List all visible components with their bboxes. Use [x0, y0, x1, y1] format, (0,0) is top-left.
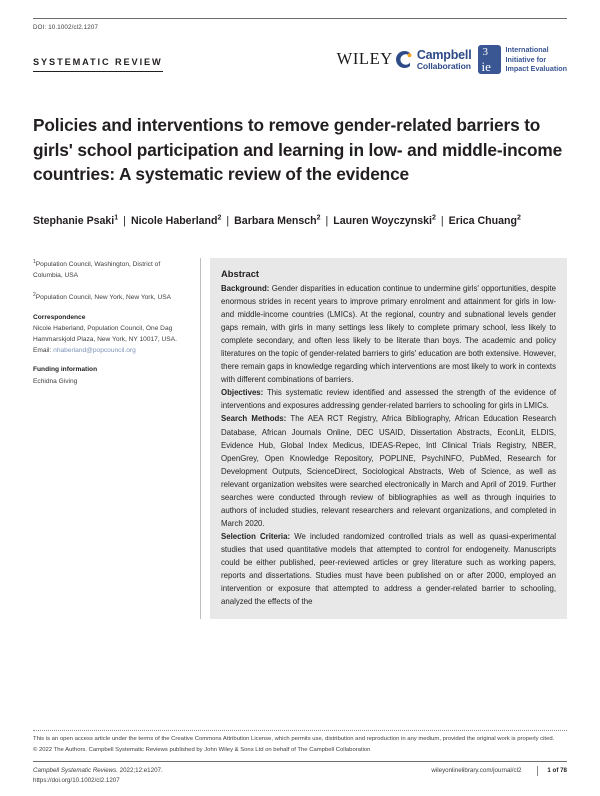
page-footer	[33, 730, 567, 796]
threeie-wordmark	[505, 45, 567, 74]
abstract-section	[221, 282, 556, 386]
abstract-section	[221, 530, 556, 608]
publisher-logos	[337, 45, 567, 74]
abstract-panel	[210, 258, 567, 618]
email-link[interactable]: nhaberland@popcouncil.org	[53, 346, 136, 354]
footer-citation-bar	[33, 766, 567, 796]
threeie-badge-ie: ie	[481, 59, 491, 75]
email-label: Email:	[33, 346, 52, 354]
page-title: Policies and interventions to remove gender-related barriers to girls' school participation and learning in low- and middle-income countries: A systematic review of the evidence	[33, 115, 563, 185]
threeie-badge-icon	[478, 45, 501, 74]
threeie-line3: Impact Evaluation	[505, 64, 567, 74]
license-text	[33, 735, 567, 755]
author-affiliation-marker: 2	[431, 214, 436, 222]
correspondence-text: Nicole Haberland, Population Council, One Dag Hammarskjold Plaza, New York, NY 10017, USA.	[33, 325, 177, 344]
author-list	[33, 213, 567, 231]
citation-doi-url[interactable]: https://doi.org/10.1002/cl2.1207	[33, 777, 120, 785]
affiliation-marker: 2	[33, 291, 36, 298]
abstract-section-label: Objectives:	[221, 388, 264, 398]
metadata-column	[33, 258, 201, 618]
author-separator: |	[123, 215, 126, 228]
abstract-body	[221, 282, 556, 607]
campbell-collaboration-logo	[393, 49, 472, 71]
author-affiliation-marker: 1	[114, 214, 119, 222]
threeie-badge-3: 3	[482, 46, 488, 59]
affiliation-item: $^1$Population Council, Washington, District of Columbia, USA	[33, 259, 161, 280]
correspondence-heading: Correspondence	[33, 313, 86, 321]
author-affiliation-marker: 2	[316, 214, 321, 222]
author-name: Stephanie Psaki$^1$	[33, 214, 119, 228]
abstract-heading: Abstract	[221, 268, 260, 280]
article-body	[33, 258, 567, 618]
copyright-text: © 2022 The Authors. Campbell Systematic Reviews published by John Wiley & Sons Ltd on behalf of The Campbell Collaboration	[33, 747, 371, 754]
author-separator: |	[325, 215, 329, 228]
threeie-line2: Initiative for	[505, 54, 547, 64]
funding-text: Echidna Giving	[33, 378, 78, 386]
abstract-section-text: Gender disparities in education continue to undermine girls' opportunities, despite enormous strides in recent years to improve primary enrolment and attainment for girls in low- and middle-income countries (LMICs). At the regional, country and subnational levels gender gaps remain, with girls in many settings less likely to complete primary school, less likely to complete secondary, and often less likely to be literate than boys. The academic and policy literatures on the topic of gender-related barriers to girls' education are both extensive. However, there remain gaps in knowledge regarding which interventions are most likely to work in contexts with different combinations of barriers.	[221, 284, 556, 385]
license-line2: provided the original work is properly cited.	[442, 735, 555, 742]
citation-block	[33, 766, 163, 786]
abstract-section-text: This systematic review identified and assessed the strength of the evidence of interventions and exposures addressing gender-related barriers to schooling for girls in LMICs.	[221, 388, 556, 411]
license-line1: This is an open access article under the terms of the Creative Commons Attribution License, which permits use, distribution and reproduction in any medium,	[33, 735, 441, 742]
author-separator: |	[440, 215, 444, 228]
author-name: Barbara Mensch$^2$	[234, 214, 321, 228]
affiliation-item: $^2$Population Council, New York, New York, USA	[33, 291, 172, 302]
abstract-section-text: We included randomized controlled trials as well as quasi-experimental studies that used quantitative models that attempted to control for endogeneity. Manuscripts could be either published, peer-reviewed articles or grey literature such as working papers, reports and dissertations. Studies must have been published on or after 2000, employed an intervention or exposure that attempted to address a gender-related barrier to schooling, analyzed the effects of the	[221, 531, 556, 606]
campbell-line2: Collaboration	[416, 60, 471, 71]
author-name: Erica Chuang$^2$	[448, 214, 521, 228]
doi-text: DOI: 10.1002/cl2.1207	[33, 24, 99, 31]
footer-rule	[33, 761, 567, 762]
threeie-logo	[478, 45, 567, 74]
abstract-section-label: Selection Criteria:	[221, 531, 291, 541]
citation-rest: 2022;12:e1207.	[117, 767, 163, 775]
footer-right	[431, 766, 567, 776]
author-name: Nicole Haberland$^2$	[130, 214, 222, 228]
abstract-section	[221, 386, 556, 412]
affiliation-list	[33, 258, 190, 303]
abstract-section-text: The AEA RCT Registry, Africa Bibliography, African Education Research Database, African Journals Online, DEC USAID, Dissertation Abstracts, EconLit, ELDIS, Evidence Hub, Global Index Medicus, IDEAS-Repec, Intl Clinical Trials Registry, NBER, OpenGrey, Open Knowledge Repository, POPLINE, PsychINFO, PubMed, Research for Development Outputs, ScienceDirect, Sociological Abstracts, Web of Science, as well as relevant organization websites were searched electronically in March and April of 2019. Further searches were conducted through review of bibliographies as well as through inquiries to authors of included studies, relevant researchers and relevant organizations, and completed in March 2020.	[221, 414, 556, 528]
campbell-c-icon	[393, 49, 414, 70]
article-type-label: SYSTEMATIC REVIEW	[33, 57, 163, 72]
wiley-logo: WILEY	[336, 49, 393, 69]
page-number: 1 of 78	[537, 766, 567, 776]
footer-dotted-rule	[33, 730, 567, 731]
abstract-section-label: Search Methods:	[221, 414, 287, 424]
author-affiliation-marker: 2	[217, 214, 222, 222]
author-name: Lauren Woyczynski$^2$	[333, 214, 436, 228]
author-separator: |	[226, 215, 230, 228]
affiliation-marker: 1	[33, 259, 36, 266]
citation-journal: Campbell Systematic Reviews.	[33, 767, 118, 775]
correspondence-block	[33, 324, 190, 356]
abstract-section-label: Background:	[221, 284, 270, 294]
threeie-line1: International	[505, 45, 549, 54]
journal-url[interactable]: wileyonlinelibrary.com/journal/cl2	[431, 767, 522, 775]
funding-heading: Funding information	[33, 366, 98, 374]
campbell-wordmark	[417, 49, 472, 71]
author-affiliation-marker: 2	[516, 214, 521, 222]
campbell-line1: Campbell	[416, 47, 472, 62]
abstract-section	[221, 412, 556, 529]
header-row	[33, 45, 567, 87]
